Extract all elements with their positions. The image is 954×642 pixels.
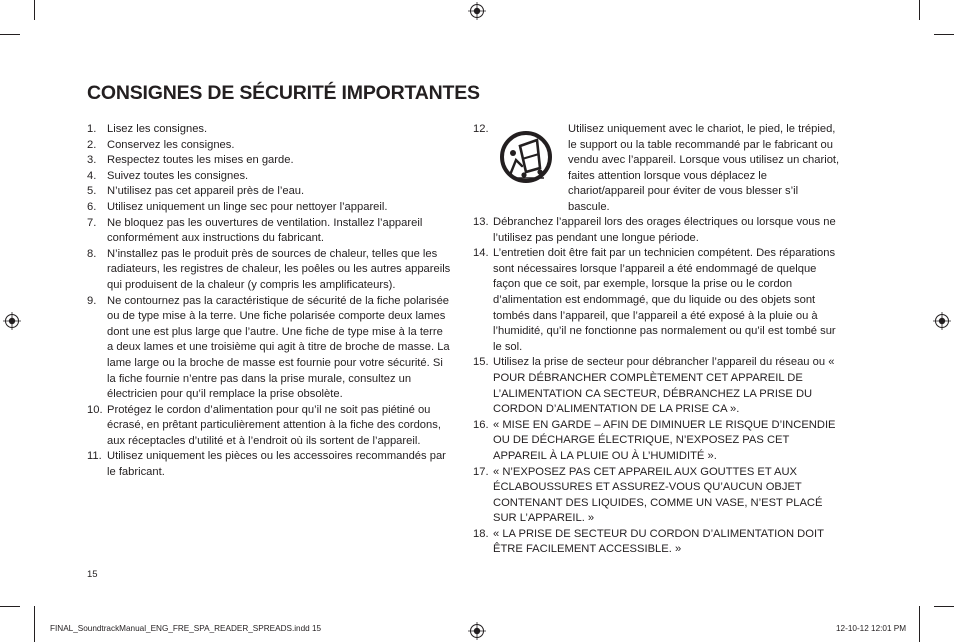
crop-mark-bottom-right-v	[919, 606, 920, 642]
footer-timestamp: 12-10-12 12:01 PM	[836, 624, 907, 633]
item-text: Conservez les consignes.	[107, 138, 235, 151]
instruction-item-2	[87, 138, 451, 154]
instruction-item-9	[87, 294, 451, 403]
instruction-item-3	[87, 153, 451, 169]
instruction-item-8	[87, 247, 451, 294]
crop-mark-bottom-left-h	[0, 606, 20, 607]
crop-mark-top-right-h	[934, 34, 954, 35]
item-number: 10.	[87, 403, 103, 416]
crop-mark-top-left-v	[34, 0, 35, 20]
item-text: Utilisez uniquement les pièces ou les accessoires recommandés par le fabricant.	[107, 450, 446, 479]
item-text: Utilisez uniquement un linge sec pour nettoyer l’appareil.	[107, 200, 388, 213]
item-number: 8.	[87, 247, 97, 260]
item-number: 3.	[87, 154, 97, 167]
item-text: N’installez pas le produit près de sources de chaleur, telles que les radiateurs, les registres de chaleur, les poêles ou les autres appareils qui produisent de la chaleur (y compris les amplificateurs).	[107, 247, 451, 291]
registration-mark-bottom-icon	[468, 622, 486, 640]
item-text: Ne contournez pas la caractéristique de sécurité de la fiche polarisée ou de type mise à la terre. Une fiche polarisée comporte deux lames dont une est plus large que l’autre. Une fiche de type mise à la terre a deux lames et une troisième qui agit à titre de broche de masse. La lame large ou la broche de masse est fournie pour votre sécurité. Si la fiche fournie n’entre pas dans la prise murale, consultez un électricien pour qu’il remplace la prise obsolète.	[107, 294, 450, 401]
instruction-item-6	[87, 200, 451, 216]
item-text: L’entretien doit être fait par un technicien compétent. Des réparations sont nécessaires lorsque l’appareil a été endommagé de quelque façon que ce soit, par exemple, lorsque la prise ou le cordon d’alimentation est endommagé, que du liquide ou des objets sont tombés dans l’appareil, que l’appareil a été exposé à la pluie ou à l’humidité, qu’il ne fonctionne pas normalement ou qu’il est tombé sur le sol.	[493, 247, 836, 353]
item-text: Respectez toutes les mises en garde.	[107, 154, 294, 167]
instruction-item-15	[473, 355, 841, 417]
item-text: Débranchez l’appareil lors des orages électriques ou lorsque vous ne l’utilisez pas pendant une longue période.	[493, 216, 836, 244]
item-number: 2.	[87, 138, 97, 151]
item-number: 5.	[87, 185, 97, 198]
page-title: CONSIGNES DE SÉCURITÉ IMPORTANTES	[87, 82, 480, 104]
crop-mark-top-right-v	[919, 0, 920, 20]
instruction-item-13	[473, 215, 841, 246]
instruction-item-11	[87, 449, 451, 480]
instruction-item-18	[473, 527, 841, 558]
instruction-item-5	[87, 184, 451, 200]
page-number: 15	[87, 569, 98, 580]
instruction-item-16	[473, 418, 841, 465]
item-text: N’utilisez pas cet appareil près de l’eau.	[107, 185, 305, 198]
crop-mark-bottom-right-h	[934, 606, 954, 607]
instruction-item-14	[473, 246, 841, 355]
instruction-item-10	[87, 403, 451, 450]
item-text: Utilisez la prise de secteur pour débrancher l’appareil du réseau ou « POUR DÉBRANCHER COMPLÈTEMENT CET APPAREIL DE L’ALIMENTATION CA SECTEUR, DÉBRANCHEZ LA PRISE DU CORDON D’ALIMENTATION DE LA PRISE CA ».	[493, 356, 835, 416]
item-number: 9.	[87, 294, 97, 307]
item-number: 1.	[87, 123, 97, 135]
registration-mark-top-icon	[468, 2, 486, 20]
cart-tipover-warning-icon	[500, 126, 552, 188]
item-text: « N’EXPOSEZ PAS CET APPAREIL AUX GOUTTES ET AUX ÉCLABOUSSURES ET ASSUREZ-VOUS QU’AUCUN OBJET CONTENANT DES LIQUIDES, COMME UN VASE, N’EST PLACÉ SUR L’APPAREIL. »	[493, 465, 823, 525]
registration-mark-left-icon	[3, 312, 21, 330]
registration-mark-right-icon	[933, 312, 951, 330]
footer-file-info: FINAL_SoundtrackManual_ENG_FRE_SPA_READER_SPREADS.indd 15	[50, 624, 322, 633]
crop-mark-top-left-h	[0, 34, 20, 35]
item-number: 6.	[87, 200, 97, 213]
instruction-item-1	[87, 122, 451, 138]
instruction-item-7	[87, 216, 451, 247]
item-text: Ne bloquez pas les ouvertures de ventilation. Installez l’appareil conformément aux instructions du fabricant.	[107, 216, 423, 245]
crop-mark-bottom-left-v	[34, 606, 35, 642]
item-text: « LA PRISE DE SECTEUR DU CORDON D’ALIMENTATION DOIT ÊTRE FACILEMENT ACCESSIBLE. »	[493, 527, 824, 556]
item-number: 14.	[473, 247, 489, 260]
item-text: Protégez le cordon d’alimentation pour qu’il ne soit pas piétiné ou écrasé, en prêtant particulièrement attention à la fiche des cordons, aux réceptacles d’utilité et à l’endroit où ils sortent de l’appareil.	[107, 403, 441, 447]
item-number: 11.	[87, 450, 102, 463]
item-text: Suivez toutes les consignes.	[107, 169, 249, 182]
item-number: 4.	[87, 169, 97, 182]
instructions-right-column	[473, 122, 841, 558]
item-number: 17.	[473, 465, 489, 478]
item-number: 18.	[473, 527, 489, 540]
item-text: Utilisez uniquement avec le chariot, le pied, le trépied, le support ou la table recommandé par le fabricant ou vendu avec l’appareil. Lorsque vous utilisez un chariot, faites attention lorsque vous déplacez le chariot/appareil pour éviter de vous blesser s’il bascule.	[568, 123, 840, 213]
item-number: 12.	[473, 123, 489, 135]
item-number: 7.	[87, 216, 97, 229]
item-text: Lisez les consignes.	[107, 123, 208, 135]
instruction-item-12	[473, 122, 841, 215]
instructions-left-column	[87, 122, 451, 481]
item-number: 16.	[473, 418, 489, 431]
instruction-item-17	[473, 465, 841, 527]
item-number: 15.	[473, 356, 489, 369]
item-number: 13.	[473, 216, 489, 228]
item-text: « MISE EN GARDE – AFIN DE DIMINUER LE RISQUE D’INCENDIE OU DE DÉCHARGE ÉLECTRIQUE, N’EXPOSEZ PAS CET APPAREIL À LA PLUIE OU À L’HUMIDITÉ ».	[493, 418, 836, 462]
instruction-item-4	[87, 169, 451, 185]
